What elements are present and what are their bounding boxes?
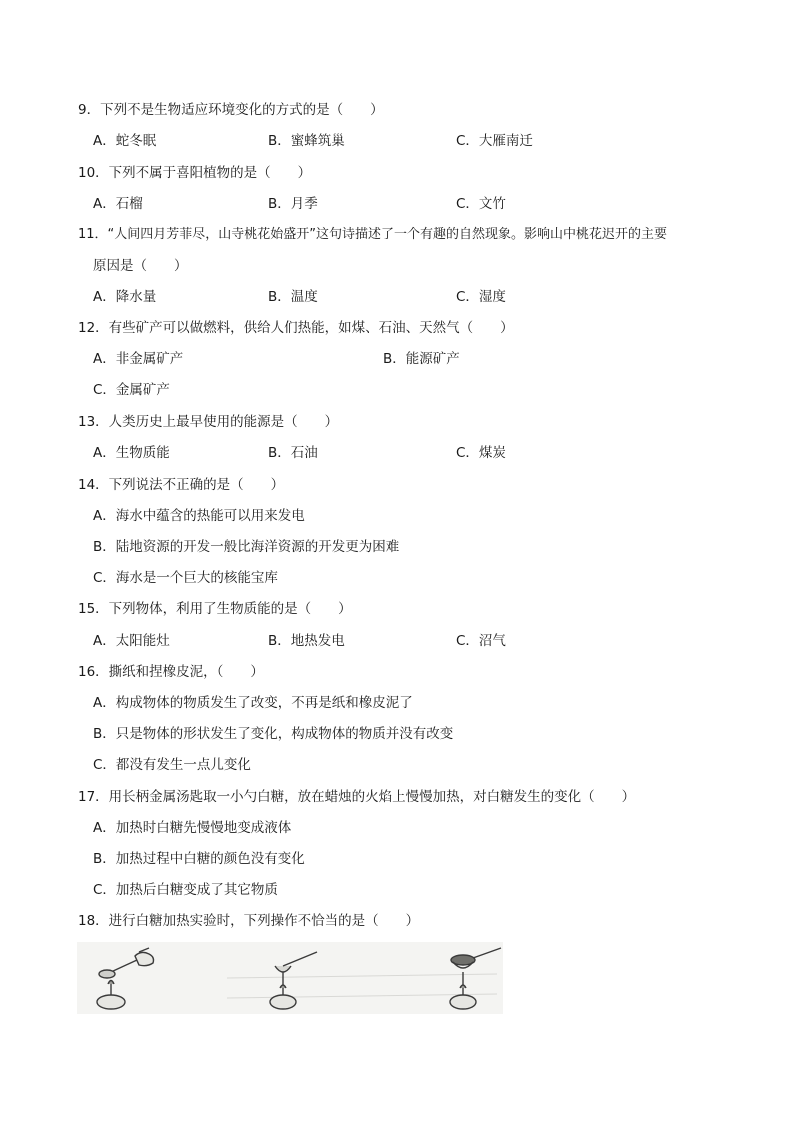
question-15-stem: 15．下列物体，利用了生物质能的是（ ） [78, 601, 352, 617]
question-17-stem: 17．用长柄金属汤匙取一小勺白糖，放在蜡烛的火焰上慢慢加热，对白糖发生的变化（ ） [78, 789, 636, 805]
question-17-option-b: B．加热过程中白糖的颜色没有变化 [93, 851, 305, 867]
question-9-stem: 9．下列不是生物适应环境变化的方式的是（ ） [78, 102, 384, 118]
question-16-option-b: B．只是物体的形状发生了变化，构成物体的物质并没有改变 [93, 726, 454, 742]
illustration-2 [270, 952, 317, 1009]
question-12-option-c: C．金属矿产 [93, 382, 170, 398]
question-13-stem: 13．人类历史上最早使用的能源是（ ） [78, 414, 339, 430]
question-14-option-a: A．海水中蕴含的热能可以用来发电 [93, 508, 305, 524]
question-13-option-a: A．生物质能 [93, 445, 170, 461]
question-11-stem-continued: 原因是（ ） [93, 258, 188, 274]
illustration-3 [450, 948, 501, 1009]
question-13-option-c: C．煤炭 [456, 445, 506, 461]
question-16-stem: 16．撕纸和捏橡皮泥，（ ） [78, 664, 264, 680]
question-12-option-a: A．非金属矿产 [93, 351, 184, 367]
question-10-option-a: A．石榴 [93, 196, 143, 212]
question-12-stem: 12．有些矿产可以做燃料，供给人们热能，如煤、石油、天然气（ ） [78, 320, 514, 336]
question-14-stem: 14．下列说法不正确的是（ ） [78, 477, 285, 493]
question-13-option-b: B．石油 [268, 445, 318, 461]
question-17-option-a: A．加热时白糖先慢慢地变成液体 [93, 820, 292, 836]
question-9-option-b: B．蜜蜂筑巢 [268, 133, 345, 149]
question-16-option-c: C．都没有发生一点儿变化 [93, 757, 251, 773]
question-15-option-c: C．沼气 [456, 633, 506, 649]
question-11-stem: 11．“人间四月芳菲尽，山寺桃花始盛开”这句诗描述了一个有趣的自然现象。影响山中桃花迟开的主要 [78, 227, 668, 242]
question-11-option-c: C．湿度 [456, 289, 506, 305]
question-14-option-b: B．陆地资源的开发一般比海洋资源的开发更为困难 [93, 539, 400, 555]
question-18-stem: 18．进行白糖加热实验时，下列操作不恰当的是（ ） [78, 913, 420, 929]
question-10-stem: 10．下列不属于喜阳植物的是（ ） [78, 165, 312, 181]
question-17-option-c: C．加热后白糖变成了其它物质 [93, 882, 278, 898]
sugar-heating-figure [77, 942, 503, 1014]
question-15-option-a: A．太阳能灶 [93, 633, 170, 649]
question-16-option-a: A．构成物体的物质发生了改变，不再是纸和橡皮泥了 [93, 695, 413, 711]
question-15-option-b: B．地热发电 [268, 633, 345, 649]
question-10-option-c: C．文竹 [456, 196, 506, 212]
question-14-option-c: C．海水是一个巨大的核能宝库 [93, 570, 278, 586]
question-12-option-b: B．能源矿产 [383, 351, 460, 367]
illustration-1 [97, 948, 154, 1009]
question-11-option-a: A．降水量 [93, 289, 157, 305]
question-10-option-b: B．月季 [268, 196, 318, 212]
question-9-option-c: C．大雁南迁 [456, 133, 533, 149]
question-9-option-a: A．蛇冬眠 [93, 133, 157, 149]
question-11-option-b: B．温度 [268, 289, 318, 305]
